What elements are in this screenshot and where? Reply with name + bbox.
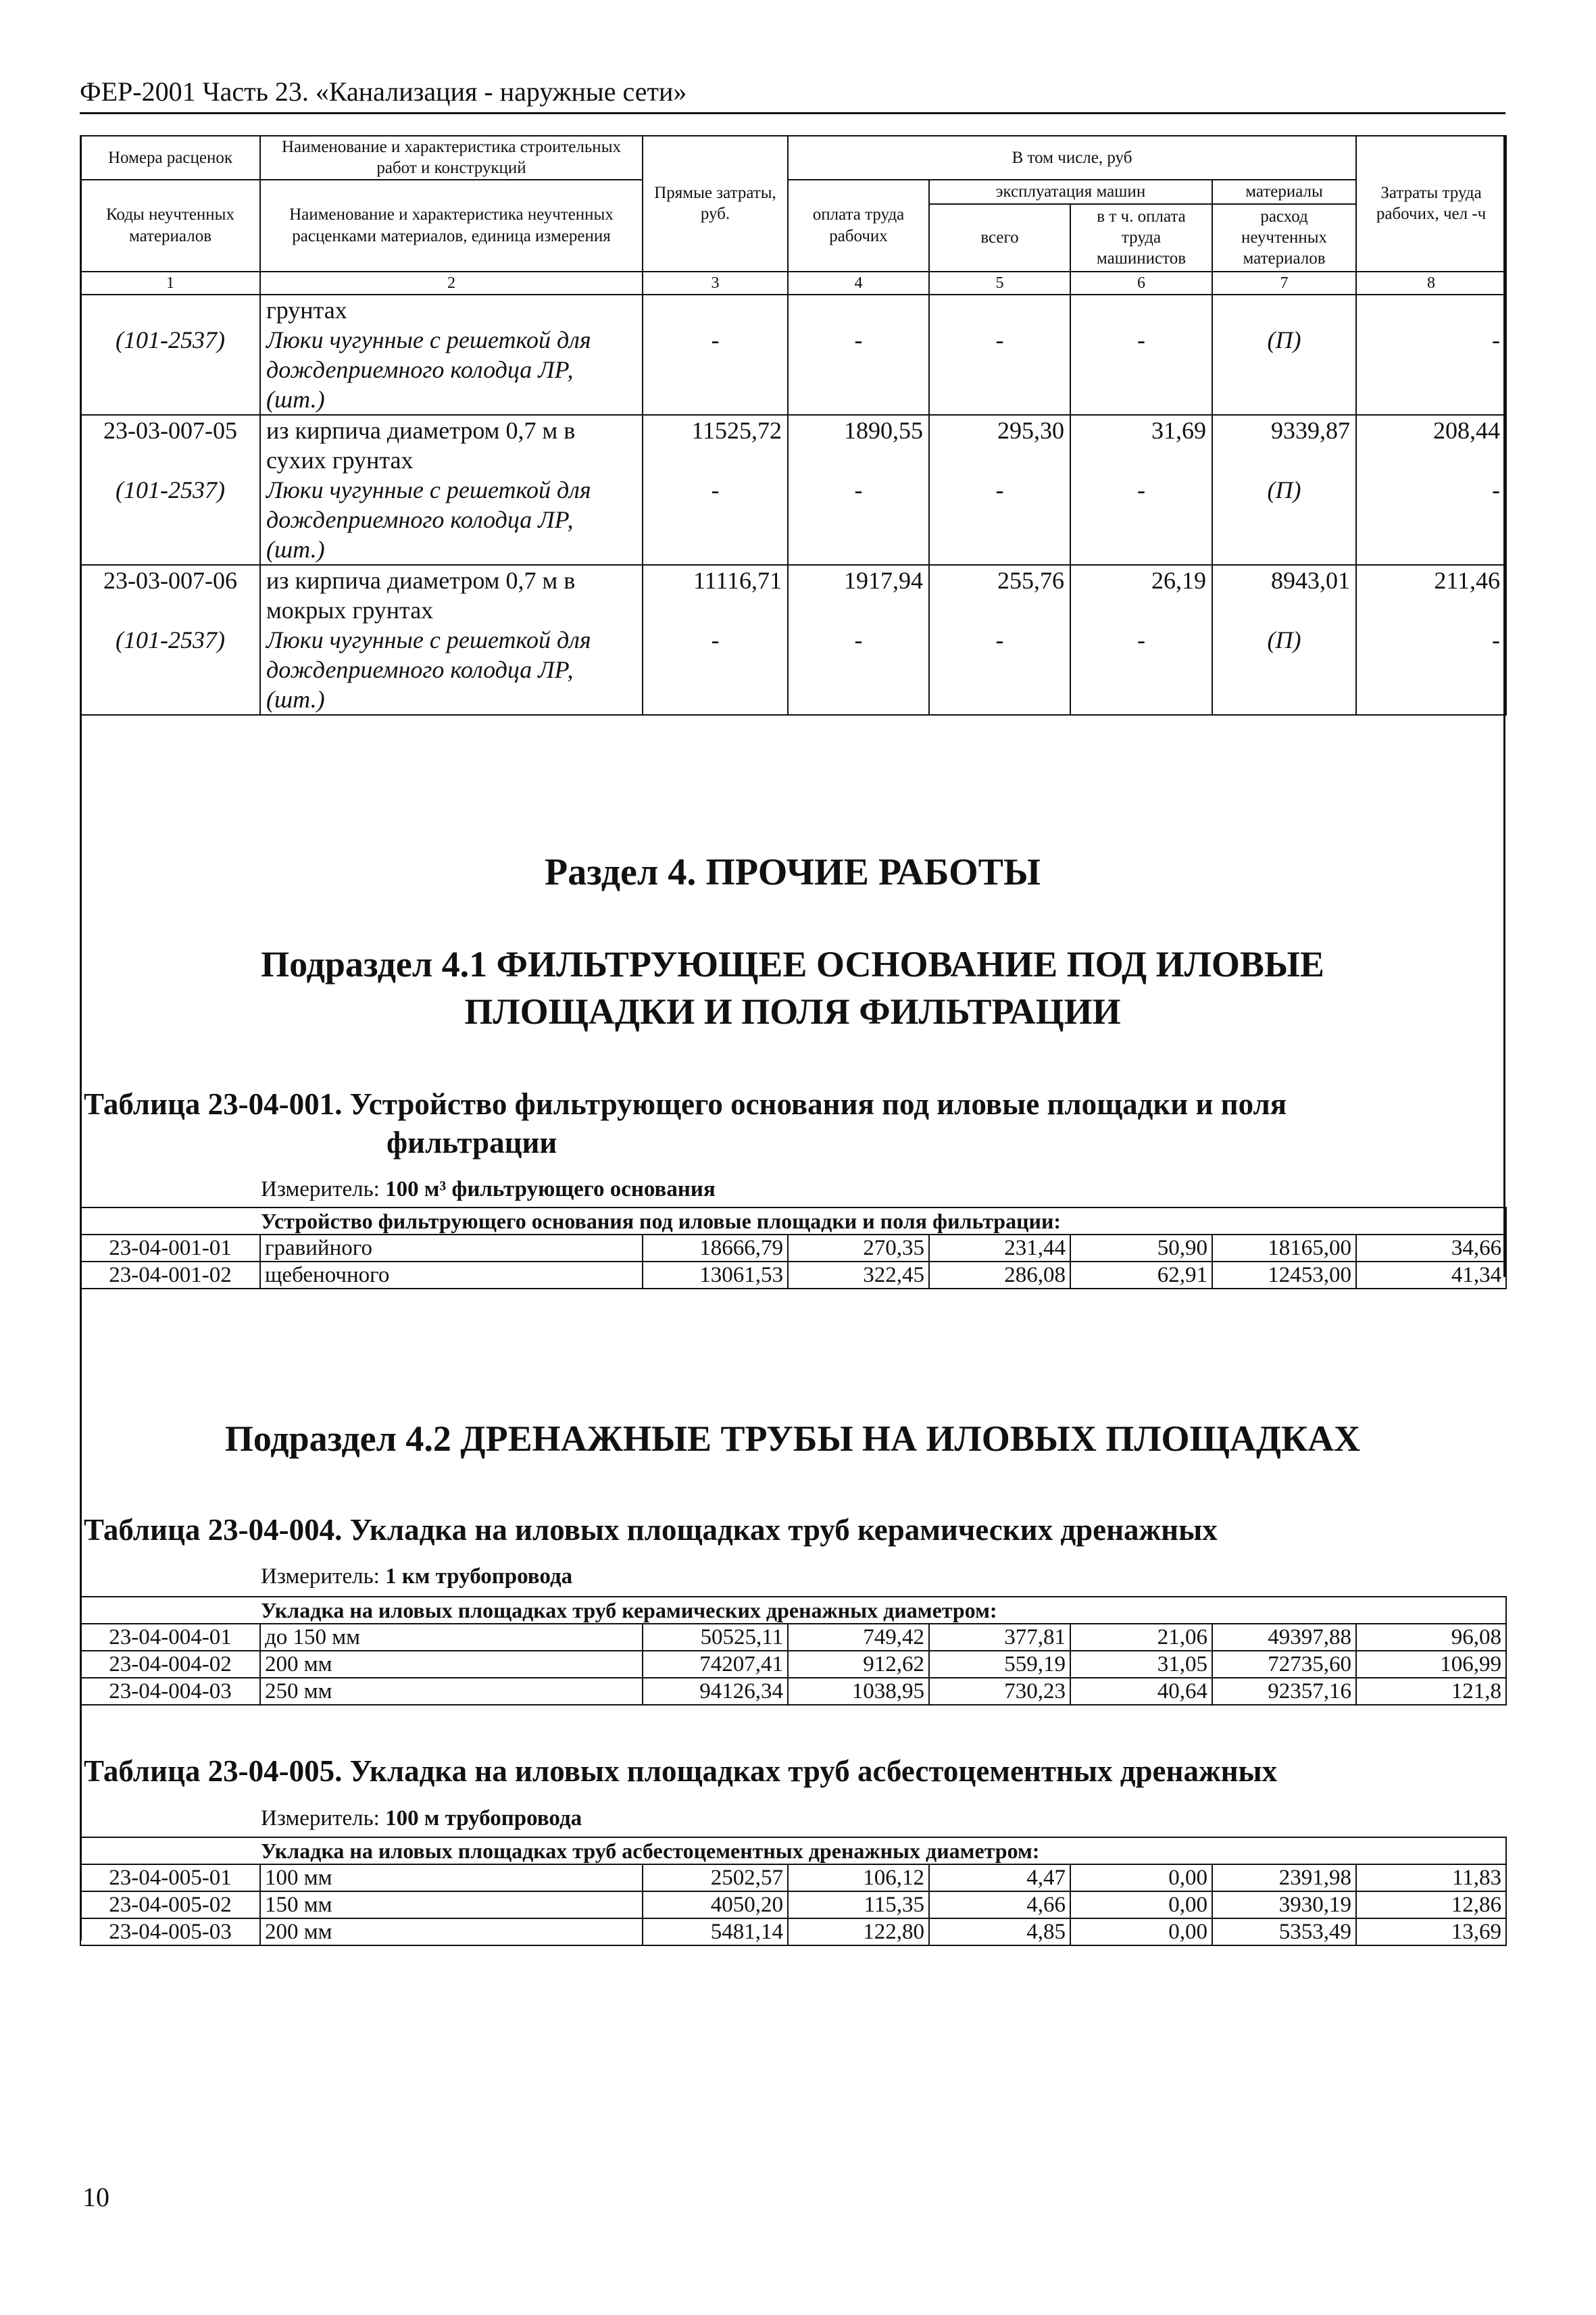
- meter-label: Измеритель:: [261, 1806, 380, 1831]
- table-row: [80, 1651, 1506, 1678]
- value-cell: -: [1070, 625, 1212, 715]
- value-cell: 106,12: [788, 1864, 929, 1891]
- value-cell: 50525,11: [643, 1624, 788, 1651]
- rate-code: 23-04-005-01: [80, 1864, 260, 1891]
- table-row: [80, 415, 1506, 475]
- table-001-title-line2: фильтрации: [386, 1126, 557, 1160]
- value-cell: 295,30: [929, 415, 1070, 475]
- value-cell: 18666,79: [643, 1235, 788, 1262]
- material-code: (101-2537): [80, 325, 260, 415]
- value-cell: [643, 295, 788, 325]
- value-cell: 31,05: [1070, 1651, 1212, 1678]
- header-material-codes: Коды неучтенных материалов: [80, 180, 260, 272]
- value-cell: 8943,01: [1212, 565, 1356, 625]
- rate-name: 200 мм: [260, 1651, 643, 1678]
- value-cell: [1212, 295, 1356, 325]
- value-cell: 912,62: [788, 1651, 929, 1678]
- rate-name: щебеночного: [260, 1262, 643, 1289]
- value-cell: -: [1356, 475, 1506, 565]
- rate-name: из кирпича диаметром 0,7 м в сухих грунтах: [260, 415, 643, 475]
- header-labor-hours: Затраты труда рабочих, чел -ч: [1356, 136, 1506, 272]
- value-cell: 18165,00: [1212, 1235, 1356, 1262]
- value-cell: 4050,20: [643, 1891, 788, 1918]
- column-index: 8: [1356, 272, 1506, 295]
- rate-code: 23-04-005-02: [80, 1891, 260, 1918]
- value-cell: 26,19: [1070, 565, 1212, 625]
- value-cell: 94126,34: [643, 1678, 788, 1705]
- value-cell: 231,44: [929, 1235, 1070, 1262]
- rate-code: 23-04-001-02: [80, 1262, 260, 1289]
- value-cell: 2502,57: [643, 1864, 788, 1891]
- value-cell: [1356, 295, 1506, 325]
- material-code: (101-2537): [80, 475, 260, 565]
- header-materials: материалы: [1212, 180, 1356, 204]
- rate-code: 23-03-007-06: [80, 565, 260, 625]
- table-row: [80, 565, 1506, 625]
- rates-table: [80, 135, 1507, 716]
- value-cell: 0,00: [1070, 1918, 1212, 1945]
- header-direct-costs: Прямые затраты, руб.: [643, 136, 788, 272]
- value-cell: [929, 295, 1070, 325]
- value-cell: -: [643, 325, 788, 415]
- table-23-04-005: [80, 1837, 1507, 1946]
- value-cell: 5481,14: [643, 1918, 788, 1945]
- header-rate-numbers: Номера расценок: [80, 136, 260, 180]
- rate-name: гравийного: [260, 1235, 643, 1262]
- value-cell: 13,69: [1356, 1918, 1506, 1945]
- value-cell: -: [1356, 625, 1506, 715]
- value-cell: 34,66: [1356, 1235, 1506, 1262]
- value-cell: 0,00: [1070, 1864, 1212, 1891]
- value-cell: 92357,16: [1212, 1678, 1356, 1705]
- value-cell: -: [788, 325, 929, 415]
- value-cell: 1890,55: [788, 415, 929, 475]
- value-cell: 5353,49: [1212, 1918, 1356, 1945]
- rate-code: 23-04-005-03: [80, 1918, 260, 1945]
- material-name: Люки чугунные с решеткой для дождеприемного колодца ЛР, (шт.): [260, 625, 643, 715]
- table-row: [80, 295, 1506, 325]
- value-cell: 3930,19: [1212, 1891, 1356, 1918]
- value-cell: 40,64: [1070, 1678, 1212, 1705]
- table-row: [80, 1864, 1506, 1891]
- value-cell: 559,19: [929, 1651, 1070, 1678]
- value-cell: 106,99: [1356, 1651, 1506, 1678]
- header-operator-pay: в т ч. оплата труда машинистов: [1070, 204, 1212, 272]
- header-labor-pay: оплата труда рабочих: [788, 180, 929, 272]
- meter-label: Измеритель:: [261, 1564, 380, 1589]
- value-cell: 4,66: [929, 1891, 1070, 1918]
- meter-value: 100 м³ фильтрующего основания: [385, 1177, 716, 1201]
- rate-code: 23-04-001-01: [80, 1235, 260, 1262]
- value-cell: 255,76: [929, 565, 1070, 625]
- value-cell: 211,46: [1356, 565, 1506, 625]
- value-cell: 4,85: [929, 1918, 1070, 1945]
- table-row: [80, 475, 1506, 565]
- rate-code: 23-04-004-01: [80, 1624, 260, 1651]
- value-cell: -: [1070, 325, 1212, 415]
- page-number: 10: [82, 2182, 109, 2212]
- table-001-meter: [261, 1177, 716, 1202]
- value-cell: 11,83: [1356, 1864, 1506, 1891]
- value-cell: 730,23: [929, 1678, 1070, 1705]
- value-cell: 208,44: [1356, 415, 1506, 475]
- rate-name: 200 мм: [260, 1918, 643, 1945]
- value-cell: 270,35: [788, 1235, 929, 1262]
- page-header: ФЕР-2001 Часть 23. «Канализация - наружные сети»: [80, 76, 687, 107]
- value-cell: -: [929, 475, 1070, 565]
- section-title: Раздел 4. ПРОЧИЕ РАБОТЫ: [545, 851, 1041, 893]
- value-cell: [1070, 295, 1212, 325]
- value-cell: 13061,53: [643, 1262, 788, 1289]
- header-material-consumption: расход неучтенных материалов: [1212, 204, 1356, 272]
- value-cell: 11116,71: [643, 565, 788, 625]
- value-cell: 2391,98: [1212, 1864, 1356, 1891]
- value-cell: 31,69: [1070, 415, 1212, 475]
- header-work-name: Наименование и характеристика строительных работ и конструкций: [260, 136, 643, 180]
- value-cell: 1038,95: [788, 1678, 929, 1705]
- subsection-4-2-title: Подраздел 4.2 ДРЕНАЖНЫЕ ТРУБЫ НА ИЛОВЫХ ПЛОЩАДКАХ: [224, 1418, 1361, 1459]
- header-machine-operation: эксплуатация машин: [929, 180, 1212, 204]
- value-cell: 11525,72: [643, 415, 788, 475]
- value-cell: -: [788, 475, 929, 565]
- value-cell: 286,08: [929, 1262, 1070, 1289]
- value-cell: 41,34: [1356, 1262, 1506, 1289]
- header-machines-total: всего: [929, 204, 1070, 272]
- table-row: [80, 325, 1506, 415]
- header-including: В том числе, руб: [788, 136, 1356, 180]
- value-cell: [788, 295, 929, 325]
- value-cell: -: [929, 325, 1070, 415]
- value-cell: 4,47: [929, 1864, 1070, 1891]
- value-cell: 0,00: [1070, 1891, 1212, 1918]
- subsection-4-1-title-line1: Подраздел 4.1 ФИЛЬТРУЮЩЕЕ ОСНОВАНИЕ ПОД ИЛОВЫЕ: [261, 944, 1324, 985]
- value-cell: 96,08: [1356, 1624, 1506, 1651]
- value-cell: 9339,87: [1212, 415, 1356, 475]
- value-cell: -: [1356, 325, 1506, 415]
- rate-name: до 150 мм: [260, 1624, 643, 1651]
- value-cell: 74207,41: [643, 1651, 788, 1678]
- rate-name: 250 мм: [260, 1678, 643, 1705]
- meter-value: 100 м трубопровода: [385, 1806, 582, 1831]
- rate-code: [80, 295, 260, 325]
- value-cell: 1917,94: [788, 565, 929, 625]
- column-index-row: [80, 272, 1506, 295]
- table-004-title: Таблица 23-04-004. Укладка на иловых площадках труб керамических дренажных: [84, 1513, 1218, 1547]
- value-cell: 115,35: [788, 1891, 929, 1918]
- header-rule: [80, 112, 1505, 114]
- column-index: 5: [929, 272, 1070, 295]
- value-cell: 322,45: [788, 1262, 929, 1289]
- value-cell: 121,8: [1356, 1678, 1506, 1705]
- rate-name: из кирпича диаметром 0,7 м в мокрых грунтах: [260, 565, 643, 625]
- meter-value: 1 км трубопровода: [385, 1564, 573, 1589]
- column-index: 6: [1070, 272, 1212, 295]
- table-row: [80, 1918, 1506, 1945]
- table-004-meter: [261, 1564, 572, 1589]
- value-cell: 12453,00: [1212, 1262, 1356, 1289]
- value-cell: 21,06: [1070, 1624, 1212, 1651]
- column-index: 3: [643, 272, 788, 295]
- rate-code: 23-04-004-03: [80, 1678, 260, 1705]
- value-cell: -: [643, 475, 788, 565]
- material-name: Люки чугунные с решеткой для дождеприемного колодца ЛР, (шт.): [260, 325, 643, 415]
- table-001-title-line1: Таблица 23-04-001. Устройство фильтрующего основания под иловые площадки и поля: [84, 1087, 1287, 1121]
- value-cell: -: [643, 625, 788, 715]
- table-row: [80, 1678, 1506, 1705]
- value-cell: -: [929, 625, 1070, 715]
- table-row: [80, 1262, 1506, 1289]
- column-index: 4: [788, 272, 929, 295]
- value-cell: 122,80: [788, 1918, 929, 1945]
- header-material-name: Наименование и характеристика неучтенных расценками материалов, единица измерения: [260, 180, 643, 272]
- column-index: 2: [260, 272, 643, 295]
- value-cell: -: [788, 625, 929, 715]
- meter-label: Измеритель:: [261, 1177, 380, 1201]
- rate-name: 100 мм: [260, 1864, 643, 1891]
- table-23-04-004: [80, 1596, 1507, 1706]
- value-cell: -: [1070, 475, 1212, 565]
- value-cell: 72735,60: [1212, 1651, 1356, 1678]
- group-caption: Устройство фильтрующего основания под иловые площадки и поля фильтрации:: [80, 1208, 1506, 1235]
- table-row: [80, 625, 1506, 715]
- table-row: [80, 1624, 1506, 1651]
- subsection-4-1-title-line2: ПЛОЩАДКИ И ПОЛЯ ФИЛЬТРАЦИИ: [464, 991, 1121, 1032]
- value-cell: (П): [1212, 625, 1356, 715]
- column-index: 1: [80, 272, 260, 295]
- material-name: Люки чугунные с решеткой для дождеприемного колодца ЛР, (шт.): [260, 475, 643, 565]
- value-cell: 12,86: [1356, 1891, 1506, 1918]
- group-caption: Укладка на иловых площадках труб асбестоцементных дренажных диаметром:: [80, 1837, 1506, 1864]
- value-cell: 49397,88: [1212, 1624, 1356, 1651]
- column-index: 7: [1212, 272, 1356, 295]
- value-cell: 62,91: [1070, 1262, 1212, 1289]
- table-005-title: Таблица 23-04-005. Укладка на иловых площадках труб асбестоцементных дренажных: [84, 1754, 1278, 1788]
- value-cell: (П): [1212, 325, 1356, 415]
- group-caption: Укладка на иловых площадках труб керамических дренажных диаметром:: [80, 1597, 1506, 1624]
- value-cell: 749,42: [788, 1624, 929, 1651]
- value-cell: 377,81: [929, 1624, 1070, 1651]
- table-row: [80, 1235, 1506, 1262]
- table-row: [80, 1891, 1506, 1918]
- table-005-meter: [261, 1806, 582, 1831]
- table-23-04-001: [80, 1207, 1507, 1289]
- material-code: (101-2537): [80, 625, 260, 715]
- rate-code: 23-04-004-02: [80, 1651, 260, 1678]
- rate-code: 23-03-007-05: [80, 415, 260, 475]
- rate-name: 150 мм: [260, 1891, 643, 1918]
- value-cell: 50,90: [1070, 1235, 1212, 1262]
- value-cell: (П): [1212, 475, 1356, 565]
- rate-name: грунтах: [260, 295, 643, 325]
